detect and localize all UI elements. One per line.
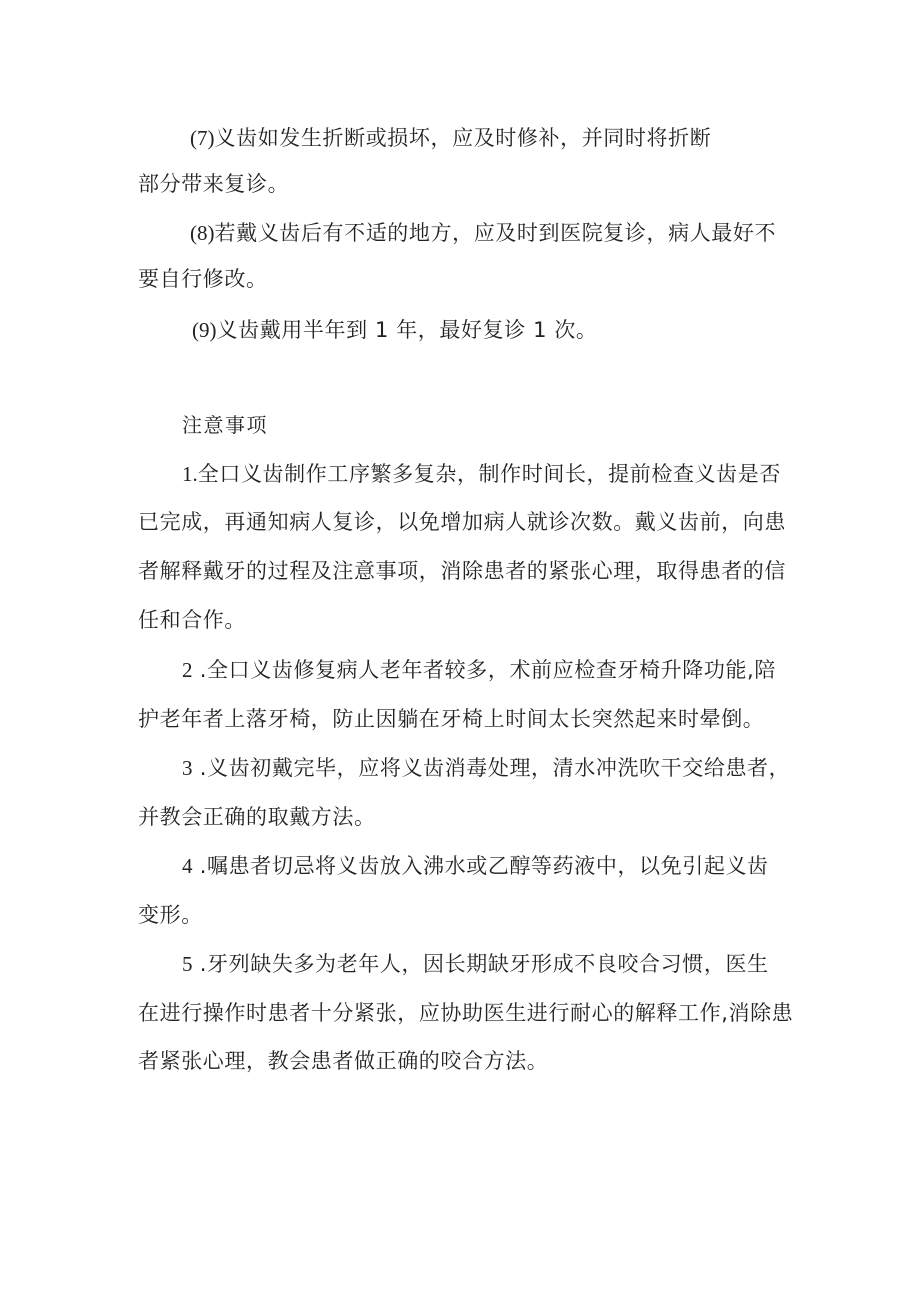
item-7-line-2: 部分带来复诊。 (138, 172, 290, 196)
note-3-line-2: 并教会正确的取戴方法。 (138, 805, 376, 829)
note-2-line-1 (182, 656, 776, 684)
item-8-text: 若戴义齿后有不适的地方，应及时到医院复诊，病人最好不 (214, 221, 777, 245)
section-title: 注意事项 (182, 413, 268, 437)
note-5-text: .牙列缺失多为老年人，因长期缺牙形成不良咬合习惯，医生 (192, 952, 769, 976)
note-5-line-1 (182, 950, 769, 978)
note-1-line-4: 任和合作。 (138, 608, 246, 632)
note-1-text: 全口义齿制作工序繁多复杂，制作时间长，提前检查义齿是否 (197, 462, 781, 486)
note-5-line-2: 在进行操作时患者十分紧张，应协助医生进行耐心的解释工作,消除患 (138, 1001, 794, 1025)
note-1-line-1 (182, 460, 781, 488)
item-7-number: (7) (190, 126, 215, 150)
note-5-number: 5 (182, 952, 193, 976)
note-3-line-1 (182, 754, 790, 782)
note-4-number: 4 (182, 854, 193, 878)
item-8-line-1 (190, 219, 776, 247)
item-8-line-2: 要自行修改。 (138, 267, 268, 291)
item-7-text: 义齿如发生折断或损坏，应及时修补，并同时将折断 (214, 126, 712, 150)
item-8-number: (8) (190, 221, 215, 245)
note-4-text: .嘱患者切忌将义齿放入沸水或乙醇等药液中，以免引起义齿 (192, 854, 769, 878)
note-3-text: .义齿初戴完毕，应将义齿消毒处理，清水冲洗吹干交给患者， (192, 756, 791, 780)
note-1-line-3: 者解释戴牙的过程及注意事项，消除患者的紧张心理，取得患者的信 (138, 559, 786, 583)
note-2-text: .全口义齿修复病人老年者较多，术前应检查牙椅升降功能,陪 (192, 658, 776, 682)
item-9-number: (9) (192, 318, 217, 342)
note-2-line-2: 护老年者上落牙椅，防止因躺在牙椅上时间太长突然起来时晕倒。 (138, 707, 765, 731)
note-5-line-3: 者紧张心理，教会患者做正确的咬合方法。 (138, 1049, 549, 1073)
item-7-line-1 (190, 124, 711, 152)
note-4-line-1 (182, 852, 769, 880)
item-9-line-1 (192, 316, 598, 344)
item-9-text: 义齿戴用半年到 1 年，最好复诊 1 次。 (216, 318, 598, 342)
note-1-line-2: 已完成，再通知病人复诊，以免增加病人就诊次数。戴义齿前，向患 (138, 510, 786, 534)
note-4-line-2: 变形。 (138, 903, 203, 927)
note-2-number: 2 (182, 658, 193, 682)
note-3-number: 3 (182, 756, 193, 780)
note-1-number: 1. (182, 462, 198, 486)
